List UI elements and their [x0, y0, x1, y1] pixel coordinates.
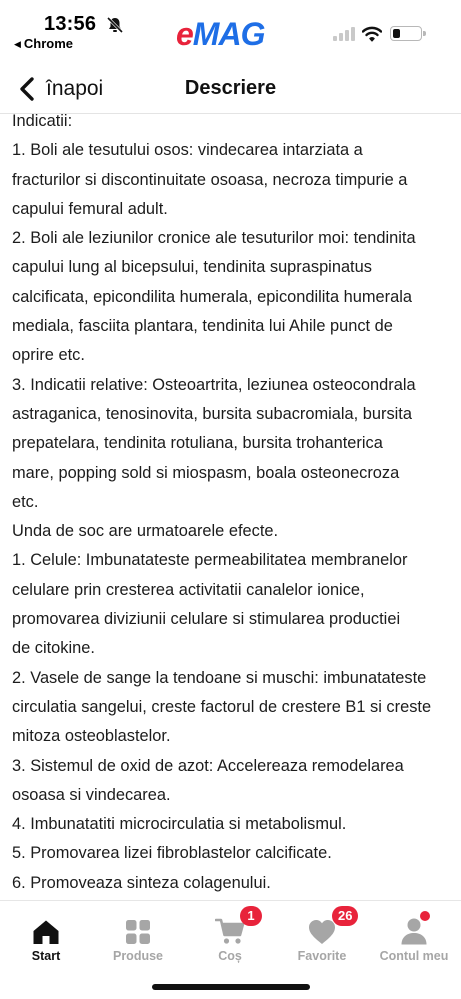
description-line: capului lung al bicepsului, tendinita supraspinatus — [12, 258, 372, 277]
battery-icon — [390, 26, 422, 41]
tab-start[interactable] — [0, 915, 92, 963]
description-line: 3. Indicatii relative: Osteoartrita, leziunea osteocondrala — [12, 375, 416, 394]
page-title: Descriere — [184, 77, 277, 99]
description-line: promovarea diviziunii celulare si stimularea productiei — [12, 610, 401, 629]
back-button-label: înapoi — [46, 77, 104, 100]
status-bar — [0, 0, 461, 58]
description-line: osoasa si vindecarea. — [12, 785, 171, 804]
description-line: 1. Boli ale tesutului osos: vindecarea intarziata a — [12, 141, 363, 160]
back-triangle-icon: ◀ — [14, 39, 21, 49]
description-text — [12, 107, 452, 900]
wifi-icon — [362, 26, 382, 42]
user-icon — [400, 917, 428, 945]
description-line: Indicatii: — [12, 112, 73, 130]
back-app-label: Chrome — [23, 36, 74, 51]
favorite-badge: 26 — [332, 906, 358, 926]
description-line: circulatia sangelui, creste factorul de crestere B1 si creste — [12, 697, 432, 716]
tab-produse-label: Produse — [112, 949, 163, 963]
description-line: mediala, fasciita plantara, tendinita lui Ahile punct de — [12, 317, 393, 336]
home-indicator[interactable] — [152, 984, 310, 990]
tab-contul-meu[interactable] — [368, 915, 460, 963]
tab-favorite[interactable] — [276, 908, 368, 963]
tab-cos[interactable] — [184, 908, 276, 963]
tab-contul-meu-label: Contul meu — [379, 949, 449, 963]
description-line: oprire etc. — [12, 346, 85, 365]
cart-badge: 1 — [240, 906, 262, 926]
emag-logo: eMAG — [176, 16, 265, 52]
description-line: mare, popping sold si miospasm, boala osteonecroza — [12, 463, 400, 482]
tab-start-label: Start — [31, 949, 61, 963]
back-to-app-link[interactable] — [14, 36, 73, 51]
signal-icon — [333, 27, 355, 41]
tab-cos-label: Coș — [218, 949, 242, 963]
description-line: mitoza osteoblastelor. — [12, 727, 171, 746]
home-icon — [32, 919, 60, 945]
description-line: 3. Sistemul de oxid de azot: Accelereaza remodelarea — [12, 756, 404, 775]
grid-icon — [125, 919, 151, 945]
description-line: 2. Boli ale leziunilor cronice ale tesuturilor moi: tendinita — [12, 229, 416, 248]
description-line: astraganica, tenosinovita, bursita subacromiala, bursita — [12, 404, 412, 423]
description-line: 1. Celule: Imbunatateste permeabilitatea membranelor — [12, 551, 408, 570]
description-line: 4. Imbunatatiti microcirculatia si metabolismul. — [12, 815, 347, 834]
tab-favorite-label: Favorite — [297, 949, 347, 963]
description-line: fracturilor si discontinuitate osoasa, necroza timpurie a — [12, 170, 408, 189]
description-line: Unda de soc are urmatoarele efecte. — [12, 522, 279, 541]
description-line: calcificata, epicondilita humerala, epicondilita humerala — [12, 287, 412, 306]
description-line: 6. Promoveaza sinteza colagenului. — [12, 873, 271, 892]
description-line: 5. Promovarea lizei fibroblastelor calcificate. — [12, 844, 332, 863]
description-line: etc. — [12, 492, 39, 511]
bell-slash-icon — [106, 16, 124, 34]
tab-produse[interactable] — [92, 915, 184, 963]
status-time: 13:56 — [44, 13, 97, 35]
account-notification-dot — [420, 911, 430, 921]
description-line: prepatelara, tendinita rotuliana, bursita trohanterica — [12, 434, 383, 453]
description-line: capului femural adult. — [12, 199, 168, 218]
heart-icon — [308, 919, 336, 945]
description-line: de citokine. — [12, 639, 95, 658]
description-line: 2. Vasele de sange la tendoane si muschi: imbunatateste — [12, 668, 427, 687]
description-line: celulare prin cresterea activitatii canalelor ionice, — [12, 580, 365, 599]
